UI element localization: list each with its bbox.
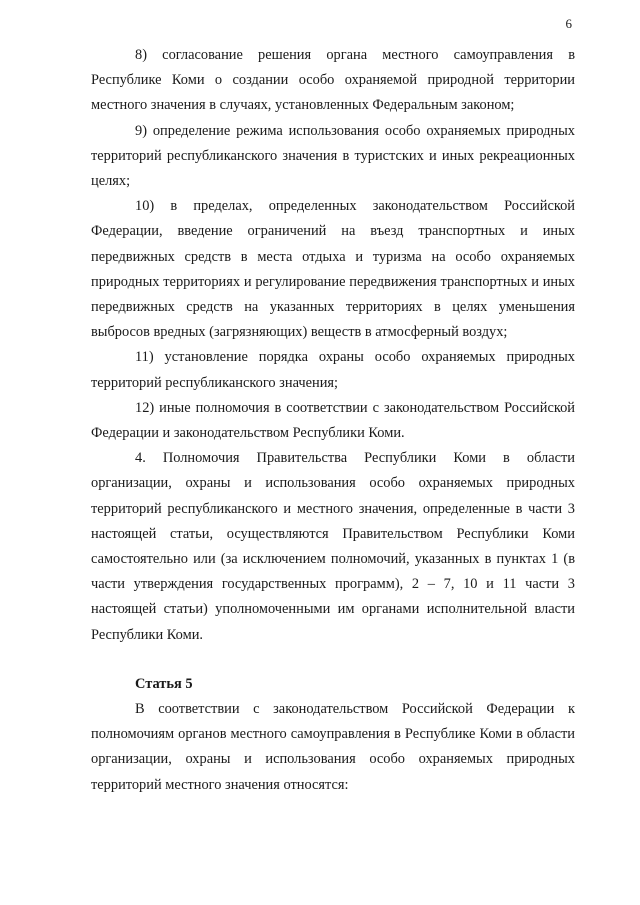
paragraph-item-8: 8) согласование решения органа местного самоуправления в Республике Коми о создании особо охраняемой природной территории местного значения в случаях, установленных Федеральным законом;: [91, 47, 575, 114]
document-body: [91, 43, 575, 798]
paragraph-item-11: 11) установление порядка охраны особо охраняемых природных территорий республиканского значения;: [91, 349, 575, 391]
paragraph-item-10: 10) в пределах, определенных законодательством Российской Федерации, введение ограничений на въезд транспортных и иных передвижных средств в места отдыха и туризма на особо охраняемых природных территориях и регулирование передвижения транспортных и иных передвижных средств на указанных территориях в целях уменьшения выбросов вредных (загрязняющих) веществ в атмосферный воздух;: [91, 198, 575, 341]
paragraph-item-9: 9) определение режима использования особо охраняемых природных территорий республиканского значения в туристских и иных рекреационных целях;: [91, 122, 575, 190]
paragraph-part-4: 4. Полномочия Правительства Республики Коми в области организации, охраны и использования особо охраняемых природных территорий республиканского и местного значения, определенные в части 3 настоящей статьи, осуществляются Правительством Республики Коми самостоятельно или (за исключением полномочий, указанных в пунктах 1 (в части утверждения государственных программ), 2 – 7, 10 и 11 части 3 настоящей статьи) уполномоченными им органами исполнительной власти Республики Коми.: [91, 450, 575, 643]
paragraph-item-12: 12) иные полномочия в соответствии с законодательством Российской Федерации и законодательством Республики Коми.: [91, 399, 575, 442]
article-heading: Статья 5: [135, 675, 193, 692]
page-number: 6: [565, 16, 572, 31]
article-paragraph: В соответствии с законодательством Российской Федерации к полномочиям органов местного самоуправления в Республике Коми в области организации, охраны и использования особо охраняемых природных территорий местного значения относятся:: [91, 701, 575, 793]
